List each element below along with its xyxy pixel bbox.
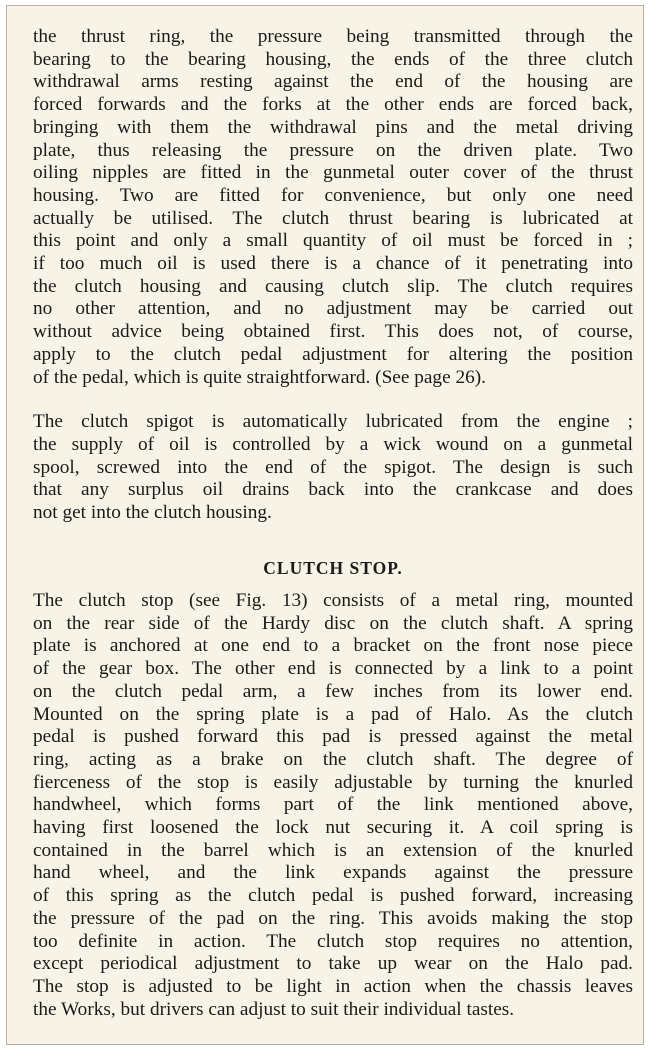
text-line: having first loosened the lock nut securing it. A coil spring is xyxy=(33,817,633,839)
text-line: the pressure of the pad on the ring. This avoids making the stop xyxy=(33,907,633,929)
section-heading: CLUTCH STOP. xyxy=(263,558,403,578)
text-line: of this spring as the clutch pedal is pushed forward, increasing xyxy=(33,885,633,907)
text-line: except periodical adjustment to take up wear on the Halo pad. xyxy=(33,953,633,975)
text-line: bearing to the bearing housing, the ends of the three clutch xyxy=(33,48,633,70)
paragraph-thrust-bearing xyxy=(33,26,633,525)
text-line: that any surplus oil drains back into the crankcase and does xyxy=(33,479,633,501)
text-line: the thrust ring, the pressure being transmitted through the xyxy=(33,26,633,47)
text-line: of the gear box. The other end is connected by a link to a point xyxy=(33,658,633,680)
text-line: the supply of oil is controlled by a wick wound on a gunmetal xyxy=(33,433,633,455)
text-line: hand wheel, and the link expands against the pressure xyxy=(33,862,633,884)
text-line: ring, acting as a brake on the clutch shaft. The degree of xyxy=(33,748,633,770)
text-line: The clutch stop (see Fig. 13) consists of a metal ring, mounted xyxy=(33,590,633,611)
text-line: of the pedal, which is quite straightforward. (See page 26). xyxy=(33,366,486,388)
text-line: on the rear side of the Hardy disc on the clutch shaft. A spring xyxy=(33,612,633,634)
text-line: housing. Two are fitted for convenience, but only one need xyxy=(33,184,633,206)
text-line: withdrawal arms resting against the end of the housing are xyxy=(33,71,633,93)
text-line: handwheel, which forms part of the link mentioned above, xyxy=(33,794,633,816)
text-line: plate, thus releasing the pressure on the driven plate. Two xyxy=(33,139,633,161)
text-line: without advice being obtained first. This does not, of course, xyxy=(33,321,633,343)
text-line: not get into the clutch housing. xyxy=(33,502,272,524)
text-line: pedal is pushed forward this pad is pressed against the metal xyxy=(33,726,633,748)
text-line: the clutch housing and causing clutch slip. The clutch requires xyxy=(33,275,633,297)
text-line: The stop is adjusted to be light in action when the chassis leaves xyxy=(33,975,633,997)
text-line: spool, screwed into the end of the spigot. The design is such xyxy=(33,456,633,478)
text-line: bringing with them the withdrawal pins and the metal driving xyxy=(33,116,633,138)
text-line: this point and only a small quantity of oil must be forced in ; xyxy=(33,230,633,252)
text-line: the Works, but drivers can adjust to suit their individual tastes. xyxy=(33,998,515,1020)
text-line: forced forwards and the forks at the other ends are forced back, xyxy=(33,94,633,116)
text-line: if too much oil is used there is a chance of it penetrating into xyxy=(33,253,633,275)
paragraph-clutch-stop xyxy=(33,590,633,1021)
book-page xyxy=(6,5,644,1045)
text-line: oiling nipples are fitted in the gunmetal outer cover of the thrust xyxy=(33,162,633,184)
text-line: contained in the barrel which is an extension of the knurled xyxy=(33,839,633,861)
text-line: plate is anchored at one end to a bracket on the front nose piece xyxy=(33,635,633,657)
text-line: fierceness of the stop is easily adjustable by turning the knurled xyxy=(33,771,633,793)
text-line: The clutch spigot is automatically lubricated from the engine ; xyxy=(33,411,633,433)
text-line: apply to the clutch pedal adjustment for altering the position xyxy=(33,343,633,365)
text-line: on the clutch pedal arm, a few inches from its lower end. xyxy=(33,680,633,702)
text-line: no other attention, and no adjustment may be carried out xyxy=(33,298,633,320)
text-line: Mounted on the spring plate is a pad of Halo. As the clutch xyxy=(33,703,633,725)
text-line: actually be utilised. The clutch thrust bearing is lubricated at xyxy=(33,207,633,229)
text-line: too definite in action. The clutch stop requires no attention, xyxy=(33,930,633,952)
